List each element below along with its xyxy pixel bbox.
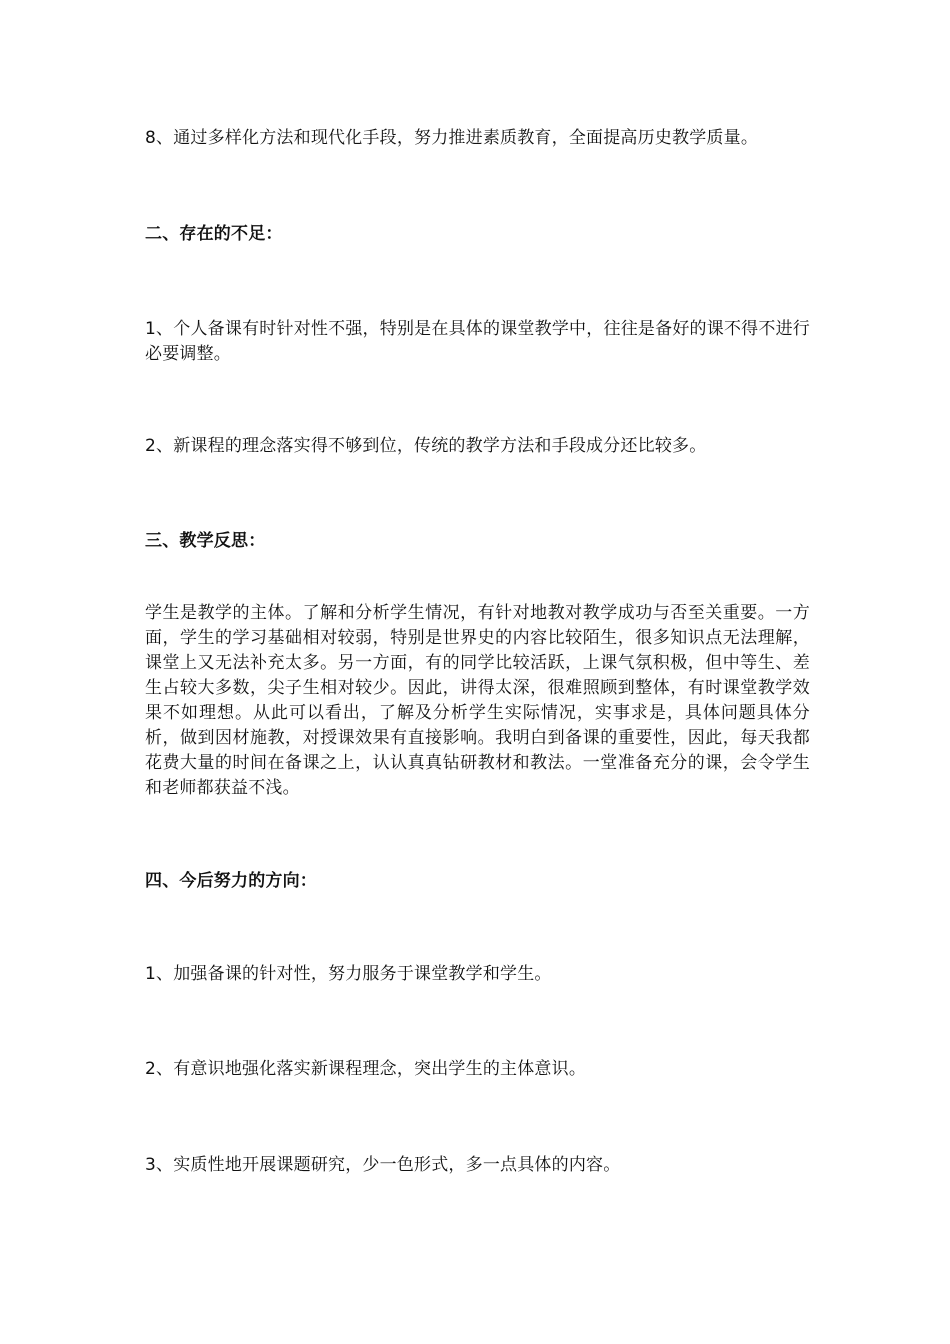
section-heading-future-direction: 四、今后努力的方向： xyxy=(145,871,317,891)
direction-item-1: 1、加强备课的针对性，努力服务于课堂教学和学生。 xyxy=(145,964,552,984)
direction-item-2: 2、有意识地强化落实新课程理念，突出学生的主体意识。 xyxy=(145,1059,587,1079)
direction-item-3: 3、实质性地开展课题研究，少一色形式，多一点具体的内容。 xyxy=(145,1155,621,1175)
section-heading-shortcomings: 二、存在的不足： xyxy=(145,224,283,244)
list-item-8: 8、通过多样化方法和现代化手段，努力推进素质教育，全面提高历史教学质量。 xyxy=(145,128,759,148)
shortcoming-item-1: 1、个人备课有时针对性不强，特别是在具体的课堂教学中，往往是备好的课不得不进行必要调整。 xyxy=(145,319,810,364)
reflection-paragraph: 学生是教学的主体。了解和分析学生情况，有针对地教对教学成功与否至关重要。一方面，学生的学习基础相对较弱，特别是世界史的内容比较陌生，很多知识点无法理解，课堂上又无法补充太多。另一方面，有的同学比较活跃，上课气氛积极，但中等生、差生占较大多数，尖子生相对较少。因此，讲得太深，很难照顾到整体，有时课堂教学效果不如理想。从此可以看出，了解及分析学生实际情况，实事求是，具体问题具体分析，做到因材施教，对授课效果有直接影响。我明白到备课的重要性，因此，每天我都花费大量的时间在备课之上，认认真真钻研教材和教法。一堂准备充分的课，会令学生和老师都获益不浅。 xyxy=(145,603,810,798)
section-heading-reflection: 三、教学反思： xyxy=(145,531,266,551)
shortcoming-item-2: 2、新课程的理念落实得不够到位，传统的教学方法和手段成分还比较多。 xyxy=(145,436,707,456)
